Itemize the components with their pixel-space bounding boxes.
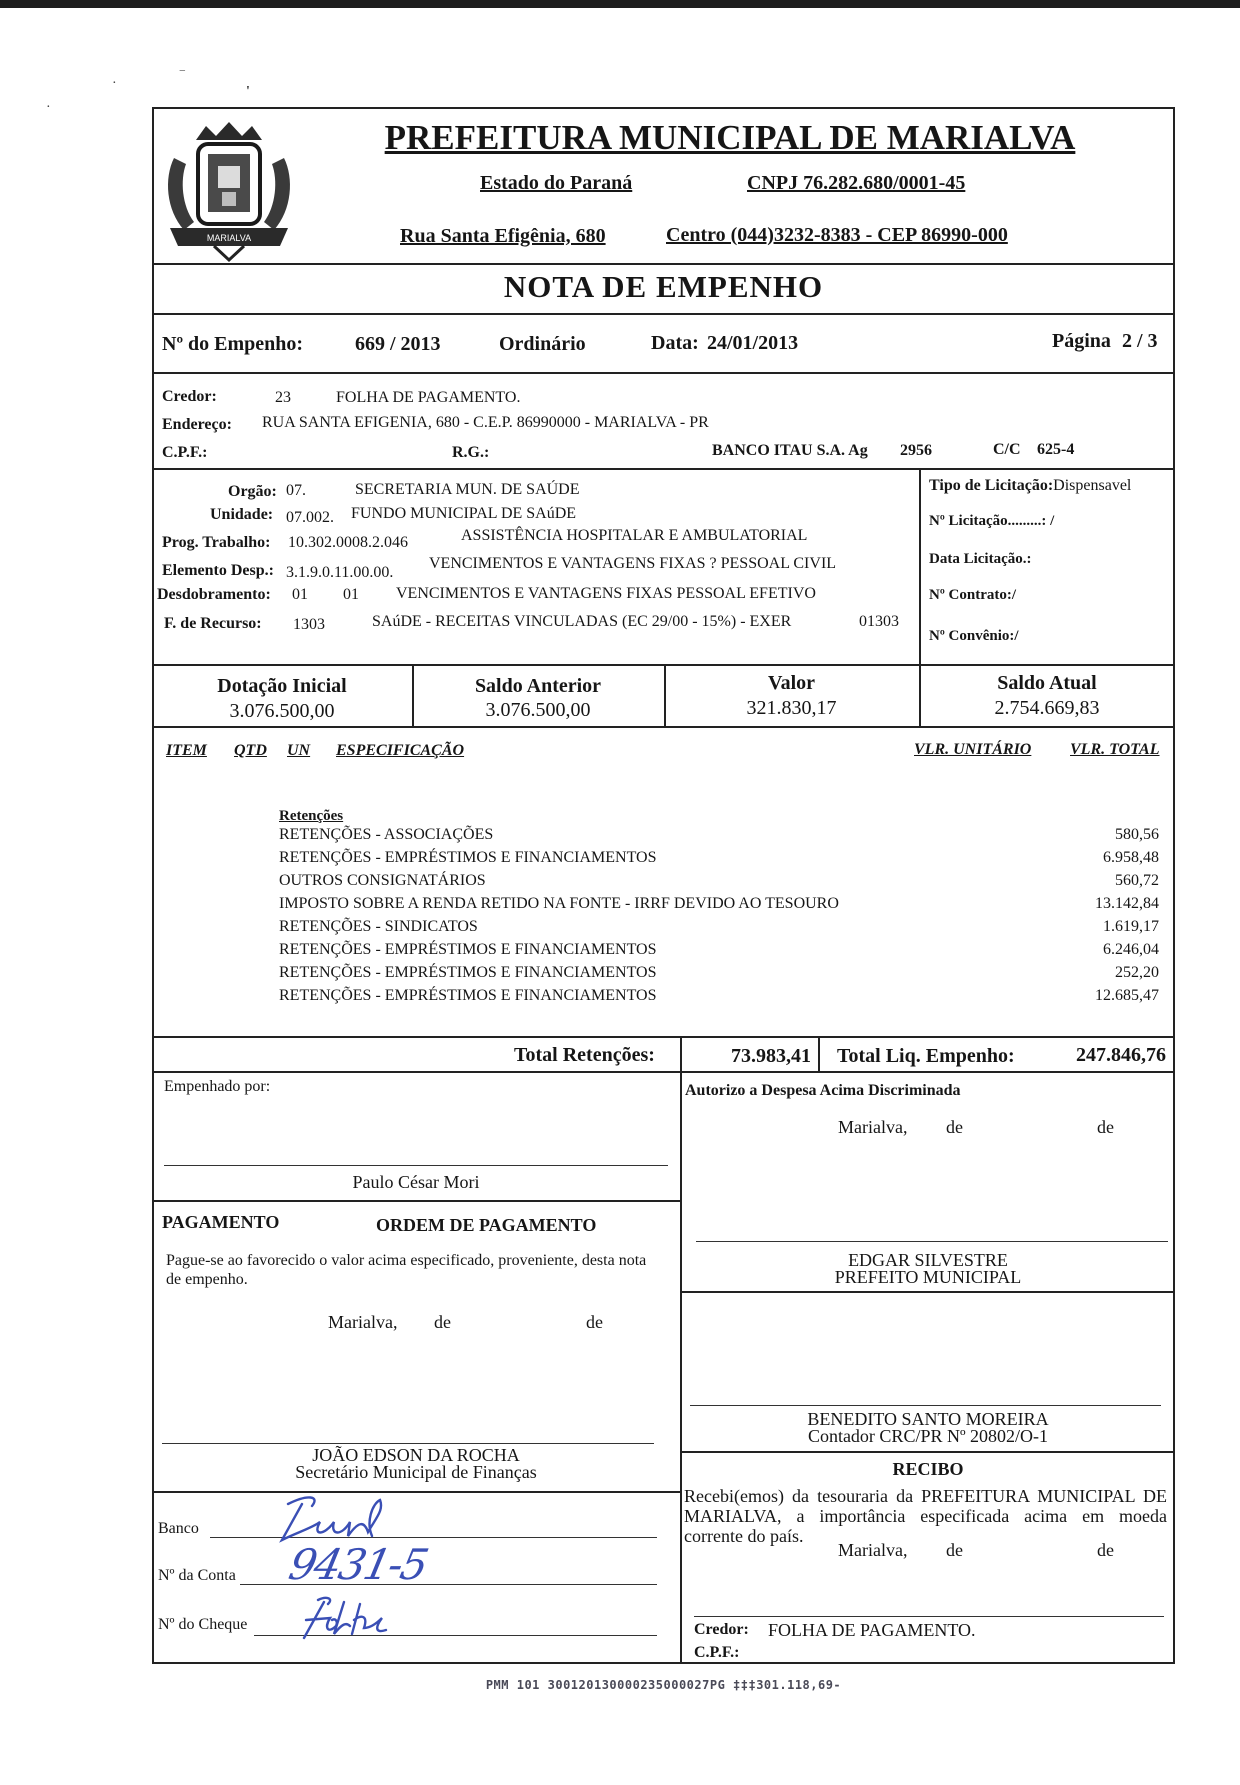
bank-agency: 2956 — [900, 442, 932, 459]
autorizo-label: Autorizo a Despesa Acima Discriminada — [685, 1082, 961, 1099]
orgao-code: 07. — [286, 482, 306, 499]
recibo-credor-label: Credor: — [694, 1621, 749, 1638]
retencao-row: RETENÇÕES - SINDICATOS 1.619,17 — [279, 918, 1159, 935]
orgao-name: SECRETARIA MUN. DE SAÚDE — [355, 481, 580, 498]
unidade-label: Unidade: — [210, 506, 274, 523]
contador-role: Contador CRC/PR Nº 20802/O-1 — [807, 1426, 1049, 1446]
recibo-text: Recebi(emos) da tesouraria da PREFEITURA MUNICIPAL DE MARIALVA, a importância especificada acima em moeda corrente do país. — [684, 1486, 1167, 1546]
conta-label: Nº da Conta — [158, 1567, 236, 1584]
col-total-value: VLR. TOTAL — [1070, 741, 1160, 758]
recibo-cpf-label: C.P.F.: — [694, 1644, 740, 1661]
banco-label: Banco — [158, 1520, 199, 1537]
total-liq-value: 247.846,76 — [1076, 1044, 1166, 1066]
cc-number: 625-4 — [1037, 441, 1075, 458]
divider — [152, 372, 1175, 374]
scan-speck: ‾ — [180, 70, 185, 85]
prog-label: Prog. Trabalho: — [162, 534, 271, 551]
elemento-label: Elemento Desp.: — [162, 562, 274, 579]
pagamento-de1: de — [434, 1312, 451, 1332]
dotacao-value: 3.076.500,00 — [229, 700, 335, 722]
retencao-row: RETENÇÕES - EMPRÉSTIMOS E FINANCIAMENTOS 6.958,48 — [279, 849, 1159, 866]
cc-label: C/C — [993, 441, 1021, 458]
pagamento-text: Pague-se ao favorecido o valor acima especificado, proveniente, desta nota de empenho. — [166, 1252, 647, 1288]
doc-title: NOTA DE EMPENHO — [503, 269, 824, 304]
col-spec: ESPECIFICAÇÃO — [336, 742, 465, 759]
retencoes-title: Retenções — [279, 808, 344, 824]
autorizo-city: Marialva, — [838, 1117, 908, 1137]
saldo-atual-label: Saldo Atual — [997, 672, 1097, 694]
rg-label: R.G.: — [452, 444, 490, 461]
svg-text:MARIALVA: MARIALVA — [206, 233, 252, 243]
pagamento-city: Marialva, — [328, 1312, 398, 1332]
credor-code: 23 — [275, 389, 291, 406]
scan-speck: ' — [246, 84, 250, 99]
contrato: Nº Contrato:/ — [929, 587, 1017, 603]
col-un: UN — [287, 742, 311, 759]
recibo-city: Marialva, — [838, 1540, 908, 1560]
elemento-code: 3.1.9.0.11.00.00. — [286, 564, 394, 581]
secretario-name: JOÃO EDSON DA ROCHA — [312, 1445, 520, 1465]
recibo-de1: de — [946, 1540, 963, 1560]
retencao-row: RETENÇÕES - EMPRÉSTIMOS E FINANCIAMENTOS 12.685,47 — [279, 987, 1159, 1004]
signature-line — [162, 1443, 654, 1444]
elemento-name: VENCIMENTOS E VANTAGENS FIXAS ? PESSOAL CIVIL — [429, 555, 837, 572]
col-item: ITEM — [166, 742, 207, 759]
desdobramento-a: 01 — [292, 586, 308, 603]
recurso-name: SAúDE - RECEITAS VINCULADAS (EC 29/00 - 15%) - EXER — [372, 613, 792, 630]
licitacao-numero: Nº Licitação.........: / — [929, 513, 1055, 529]
prog-code: 10.302.0008.2.046 — [288, 534, 408, 551]
recibo-de2: de — [1097, 1540, 1114, 1560]
secretario-role: Secretário Municipal de Finanças — [295, 1462, 537, 1482]
signature-line — [696, 1241, 1168, 1242]
divider — [152, 1036, 1175, 1038]
recibo-credor: FOLHA DE PAGAMENTO. — [768, 1620, 976, 1640]
desdobramento-name: VENCIMENTOS E VANTAGENS FIXAS PESSOAL EFETIVO — [396, 585, 816, 602]
header-title: PREFEITURA MUNICIPAL DE MARIALVA — [384, 118, 1076, 157]
licitacao-tipo: Tipo de Licitação:Dispensavel — [929, 477, 1132, 494]
total-retencoes-label: Total Retenções: — [514, 1044, 655, 1066]
divider — [681, 1451, 1175, 1453]
credor-address: RUA SANTA EFIGENIA, 680 - C.E.P. 86990000 - MARIALVA - PR — [262, 414, 709, 431]
divider — [680, 1036, 682, 1664]
retencao-row: RETENÇÕES - EMPRÉSTIMOS E FINANCIAMENTOS 252,20 — [279, 964, 1159, 981]
pagamento-label: PAGAMENTO — [162, 1212, 280, 1232]
recurso-exer: 01303 — [859, 613, 899, 630]
licitacao-data: Data Licitação.: — [929, 551, 1032, 567]
col-unit-value: VLR. UNITÁRIO — [914, 741, 1032, 758]
divider — [818, 1036, 820, 1072]
retencao-row: OUTROS CONSIGNATÁRIOS 560,72 — [279, 872, 1159, 889]
divider — [919, 468, 921, 664]
coat-of-arms-icon — [156, 118, 302, 264]
recurso-label: F. de Recurso: — [164, 615, 262, 632]
empenho-number: 669 / 2013 — [355, 333, 441, 355]
total-retencoes-value: 73.983,41 — [731, 1045, 811, 1067]
header-cnpj: CNPJ 76.282.680/0001-45 — [747, 172, 966, 194]
retencao-row: IMPOSTO SOBRE A RENDA RETIDO NA FONTE - IRRF DEVIDO AO TESOURO 13.142,84 — [279, 895, 1159, 912]
empenhado-name: Paulo César Mori — [352, 1172, 480, 1192]
autorizo-de2: de — [1097, 1117, 1114, 1137]
divider — [152, 468, 1175, 470]
empenho-date-label: Data: — [651, 332, 699, 354]
divider — [152, 1200, 681, 1202]
handwritten-cheque-signature — [290, 1594, 410, 1642]
recibo-title: RECIBO — [892, 1459, 964, 1479]
divider — [152, 263, 1175, 265]
desdobramento-b: 01 — [343, 586, 359, 603]
header-contact: Centro (044)3232-8383 - CEP 86990-000 — [666, 224, 1008, 246]
dotacao-label: Dotação Inicial — [217, 675, 347, 697]
total-liq-label: Total Liq. Empenho: — [837, 1045, 1015, 1067]
signature-line — [690, 1405, 1161, 1406]
autorizo-de1: de — [946, 1117, 963, 1137]
empenhado-label: Empenhado por: — [164, 1078, 271, 1095]
recurso-code: 1303 — [293, 616, 325, 633]
unidade-code: 07.002. — [286, 509, 334, 526]
credor-name: FOLHA DE PAGAMENTO. — [336, 389, 521, 406]
divider — [152, 1071, 1175, 1073]
orgao-label: Orgão: — [228, 483, 277, 500]
footer-code: PMM 101 300120130000235000027PG ‡‡‡301.118,69- — [485, 1678, 842, 1692]
empenho-number-label: Nº do Empenho: — [162, 333, 304, 355]
page-label: Página — [1052, 330, 1111, 352]
prefeito-role: PREFEITO MUNICIPAL — [834, 1267, 1022, 1287]
saldo-anterior-label: Saldo Anterior — [474, 675, 602, 697]
scan-edge — [0, 0, 1240, 8]
unidade-name: FUNDO MUNICIPAL DE SAúDE — [351, 505, 577, 522]
valor-value: 321.830,17 — [746, 697, 837, 719]
empenho-type: Ordinário — [499, 333, 586, 355]
contador-name: BENEDITO SANTO MOREIRA — [807, 1409, 1049, 1429]
retencao-row: RETENÇÕES - ASSOCIAÇÕES 580,56 — [279, 826, 1159, 843]
ordem-pagamento-label: ORDEM DE PAGAMENTO — [376, 1215, 597, 1235]
prog-name: ASSISTÊNCIA HOSPITALAR E AMBULATORIAL — [461, 527, 808, 544]
header-state: Estado do Paraná — [480, 172, 633, 194]
prefeito-name: EDGAR SILVESTRE — [848, 1250, 1008, 1270]
saldo-anterior-value: 3.076.500,00 — [485, 699, 591, 721]
saldo-atual-value: 2.754.669,83 — [994, 697, 1100, 719]
page-number: 2 / 3 — [1122, 330, 1158, 352]
convenio: Nº Convênio:/ — [929, 628, 1019, 644]
pagamento-de2: de — [586, 1312, 603, 1332]
handwritten-account-number: 9431-5 — [284, 1540, 432, 1589]
scan-speck: · — [46, 100, 51, 115]
divider — [152, 726, 1175, 728]
empenho-date: 24/01/2013 — [707, 332, 799, 354]
divider — [681, 1291, 1175, 1293]
cpf-label: C.P.F.: — [162, 444, 208, 461]
divider — [152, 313, 1175, 315]
endereco-label: Endereço: — [162, 416, 232, 433]
valor-label: Valor — [767, 672, 816, 694]
cheque-label: Nº do Cheque — [158, 1616, 248, 1633]
header-address: Rua Santa Efigênia, 680 — [400, 225, 606, 247]
retencao-row: RETENÇÕES - EMPRÉSTIMOS E FINANCIAMENTOS 6.246,04 — [279, 941, 1159, 958]
scan-speck: · — [112, 76, 117, 91]
signature-line — [694, 1616, 1164, 1617]
credor-label: Credor: — [162, 388, 217, 405]
col-qtd: QTD — [234, 742, 267, 759]
desdobramento-label: Desdobramento: — [157, 586, 271, 603]
signature-line — [164, 1165, 668, 1166]
bank-name: BANCO ITAU S.A. Ag — [712, 442, 868, 459]
